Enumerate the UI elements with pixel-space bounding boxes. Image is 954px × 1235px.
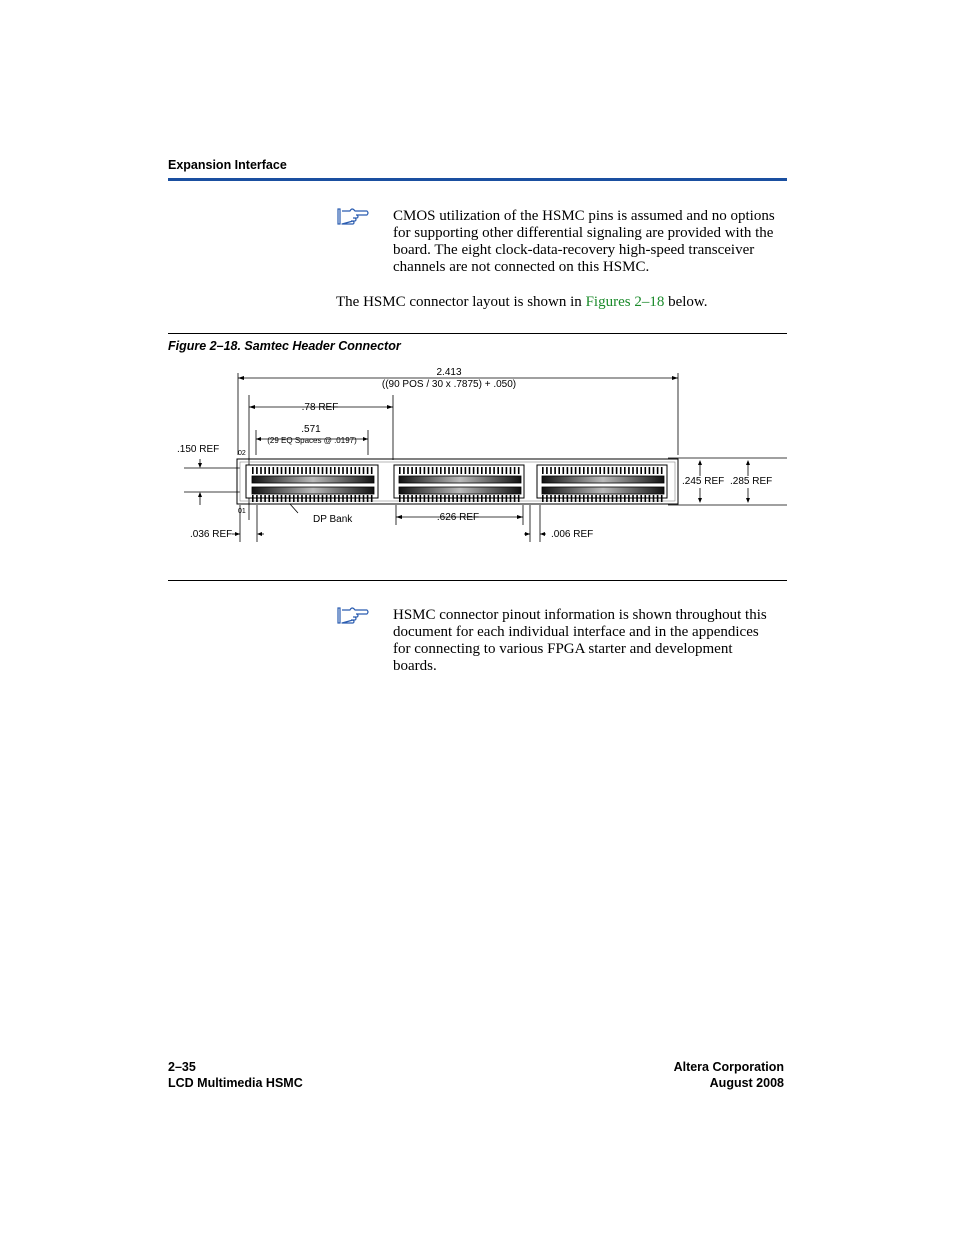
pin-tick: [403, 495, 405, 502]
pin-tick: [636, 495, 638, 502]
page-number: 2–35: [168, 1060, 196, 1074]
pin-tick: [599, 467, 601, 474]
pin-tick: [469, 495, 471, 502]
note-line: CMOS utilization of the HSMC pins is assumed and no options: [393, 208, 775, 224]
pin-tick: [297, 467, 299, 474]
ref-78-label: .78 REF: [301, 402, 339, 413]
layout-paragraph: [336, 294, 708, 311]
pin-tick: [456, 467, 458, 474]
eq-spaces-label: (29 EQ Spaces @ .0197): [267, 436, 357, 445]
pin-tick: [367, 467, 369, 474]
pin-tick: [657, 467, 659, 474]
pin-tick: [399, 467, 401, 474]
pin-tick: [628, 495, 630, 502]
pin-tick: [440, 467, 442, 474]
pin-tick: [293, 495, 295, 502]
pin-tick: [653, 495, 655, 502]
pin-tick: [359, 467, 361, 474]
pin-tick: [616, 495, 618, 502]
pointing-hand-icon: [336, 206, 370, 226]
pin-tick: [510, 495, 512, 502]
pin-tick: [608, 495, 610, 502]
overall-width-label: 2.413: [436, 367, 462, 378]
pin-tick: [363, 495, 365, 502]
pin-tick: [322, 467, 324, 474]
note-line: document for each individual interface and in the appendices: [393, 624, 759, 640]
pin-tick: [322, 495, 324, 502]
pin-tick: [277, 467, 279, 474]
pin-tick: [502, 467, 504, 474]
pin-tick: [264, 495, 266, 502]
pin-tick: [326, 467, 328, 474]
pin-tick: [481, 467, 483, 474]
pin-tick: [252, 495, 254, 502]
pin-tick: [567, 467, 569, 474]
pin-tick: [485, 467, 487, 474]
pin-tick: [624, 467, 626, 474]
pin-tick: [473, 467, 475, 474]
pin-tick: [546, 467, 548, 474]
pin-tick: [595, 495, 597, 502]
pin-tick: [624, 495, 626, 502]
pin-01-label: 01: [238, 508, 246, 515]
paragraph-text-end: below.: [664, 294, 708, 310]
note-line: HSMC connector pinout information is shown throughout this: [393, 607, 767, 623]
pin-tick: [456, 495, 458, 502]
pin-tick: [309, 467, 311, 474]
pin-tick: [493, 495, 495, 502]
pin-tick: [334, 495, 336, 502]
pin-tick: [583, 467, 585, 474]
pin-tick: [461, 467, 463, 474]
pin-tick: [550, 467, 552, 474]
pin-tick: [506, 495, 508, 502]
pin-tick: [575, 467, 577, 474]
pin-tick: [252, 467, 254, 474]
pin-tick: [542, 467, 544, 474]
pin-tick: [448, 495, 450, 502]
pin-tick: [318, 467, 320, 474]
pin-tick: [554, 495, 556, 502]
pin-tick: [640, 467, 642, 474]
pin-tick: [432, 467, 434, 474]
pin-tick: [436, 495, 438, 502]
bank-2: [394, 465, 524, 498]
pin-tick: [301, 467, 303, 474]
pin-tick: [645, 495, 647, 502]
pin-tick: [440, 495, 442, 502]
figure-caption: Figure 2–18. Samtec Header Connector: [168, 339, 401, 353]
pin-tick: [281, 467, 283, 474]
pin-tick: [489, 495, 491, 502]
pin-tick: [326, 495, 328, 502]
pin-tick: [612, 467, 614, 474]
pin-tick: [407, 495, 409, 502]
pin-tick: [485, 495, 487, 502]
pin-tick: [346, 495, 348, 502]
pin-tick: [318, 495, 320, 502]
pin-tick: [452, 495, 454, 502]
pin-tick: [608, 467, 610, 474]
figure-link[interactable]: Figures 2–18: [585, 294, 665, 310]
pin-tick: [407, 467, 409, 474]
pin-tick: [432, 495, 434, 502]
pin-tick: [338, 467, 340, 474]
ref-245-label: .245 REF: [682, 476, 725, 487]
pin-tick: [558, 467, 560, 474]
pin-tick: [371, 467, 373, 474]
pin-tick: [636, 467, 638, 474]
dp-bank-label: DP Bank: [313, 514, 353, 525]
pin-tick: [444, 495, 446, 502]
pin-tick: [305, 467, 307, 474]
pin-tick: [546, 495, 548, 502]
pin-tick: [338, 495, 340, 502]
pin-tick: [436, 467, 438, 474]
pin-tick: [285, 467, 287, 474]
pin-tick: [260, 467, 262, 474]
pin-tick: [428, 495, 430, 502]
overall-formula-label: ((90 POS / 30 x .7875) + .050): [381, 379, 517, 390]
pin-tick: [342, 495, 344, 502]
pin-tick: [632, 495, 634, 502]
running-header: Expansion Interface: [168, 158, 287, 172]
ref-150-label: .150 REF: [177, 444, 220, 455]
pin-tick: [465, 467, 467, 474]
note-line: board. The eight clock-data-recovery high-speed transceiver: [393, 242, 755, 258]
pin-tick: [595, 467, 597, 474]
pin-tick: [567, 495, 569, 502]
pin-tick: [256, 495, 258, 502]
pin-tick: [424, 467, 426, 474]
pin-tick: [363, 467, 365, 474]
note-line: channels are not connected on this HSMC.: [393, 259, 650, 275]
pin-tick: [653, 467, 655, 474]
pin-tick: [477, 495, 479, 502]
bank-3: [537, 465, 667, 498]
ref-036-label: .036 REF: [190, 529, 233, 540]
pin-tick: [477, 467, 479, 474]
pin-tick: [599, 495, 601, 502]
pin-tick: [314, 467, 316, 474]
pin-tick: [661, 495, 663, 502]
pin-tick: [469, 467, 471, 474]
connector-diagram: [168, 360, 787, 575]
pin-tick: [399, 495, 401, 502]
pin-tick: [514, 495, 516, 502]
pin-tick: [420, 495, 422, 502]
pin-tick: [334, 467, 336, 474]
pin-tick: [452, 467, 454, 474]
pin-tick: [355, 467, 357, 474]
pin-tick: [632, 467, 634, 474]
pin-tick: [273, 467, 275, 474]
pin-tick: [420, 467, 422, 474]
pin-tick: [489, 467, 491, 474]
header-rule: [168, 178, 787, 181]
pin-tick: [514, 467, 516, 474]
footer-left: [168, 1059, 303, 1091]
pin-tick: [342, 467, 344, 474]
pin-tick: [415, 467, 417, 474]
footer-right: [674, 1059, 784, 1091]
pin-02-label: 02: [238, 450, 246, 457]
pin-tick: [285, 495, 287, 502]
pin-tick: [583, 495, 585, 502]
pin-tick: [502, 495, 504, 502]
pin-tick: [264, 467, 266, 474]
note-line: for supporting other differential signaling are provided with the: [393, 225, 774, 241]
pin-tick: [411, 467, 413, 474]
pin-tick: [649, 467, 651, 474]
pin-tick: [301, 495, 303, 502]
pin-tick: [579, 467, 581, 474]
pin-tick: [591, 467, 593, 474]
pin-tick: [289, 467, 291, 474]
pin-tick: [645, 467, 647, 474]
pin-tick: [448, 467, 450, 474]
pin-tick: [518, 495, 520, 502]
pin-tick: [571, 495, 573, 502]
pin-tick: [350, 495, 352, 502]
pin-tick: [493, 467, 495, 474]
pin-tick: [571, 467, 573, 474]
pin-tick: [510, 467, 512, 474]
pin-tick: [657, 495, 659, 502]
paragraph-text: The HSMC connector layout is shown in: [336, 294, 586, 310]
note-pinout: [393, 607, 785, 675]
pin-tick: [473, 495, 475, 502]
pin-tick: [350, 467, 352, 474]
pin-tick: [277, 495, 279, 502]
ref-006-label: .006 REF: [551, 529, 594, 540]
pin-tick: [297, 495, 299, 502]
pin-tick: [604, 495, 606, 502]
pin-tick: [424, 495, 426, 502]
pin-tick: [293, 467, 295, 474]
pin-tick: [550, 495, 552, 502]
pin-tick: [587, 467, 589, 474]
figure-top-rule: [168, 333, 787, 334]
pin-tick: [289, 495, 291, 502]
pin-tick: [554, 467, 556, 474]
pin-tick: [268, 495, 270, 502]
ref-626-label: .626 REF: [436, 512, 480, 523]
figure-bottom-rule: [168, 580, 787, 581]
company-name: Altera Corporation: [673, 1060, 784, 1074]
pin-tick: [428, 467, 430, 474]
pin-tick: [563, 467, 565, 474]
pin-tick: [518, 467, 520, 474]
pin-tick: [497, 467, 499, 474]
pin-tick: [314, 495, 316, 502]
pin-tick: [465, 495, 467, 502]
pin-tick: [461, 495, 463, 502]
pin-tick: [620, 495, 622, 502]
pin-tick: [575, 495, 577, 502]
doc-title: LCD Multimedia HSMC: [168, 1076, 303, 1090]
pin-tick: [616, 467, 618, 474]
note-line: boards.: [393, 658, 437, 674]
pin-tick: [256, 467, 258, 474]
pin-tick: [403, 467, 405, 474]
pin-tick: [558, 495, 560, 502]
dim-571-label: .571: [301, 424, 321, 435]
pin-tick: [497, 495, 499, 502]
pin-tick: [268, 467, 270, 474]
pin-tick: [355, 495, 357, 502]
pin-tick: [579, 495, 581, 502]
pin-tick: [346, 467, 348, 474]
pin-tick: [281, 495, 283, 502]
publish-date: August 2008: [709, 1076, 784, 1090]
pin-tick: [604, 467, 606, 474]
pin-tick: [367, 495, 369, 502]
pin-tick: [649, 495, 651, 502]
pin-tick: [628, 467, 630, 474]
pin-tick: [330, 467, 332, 474]
pin-tick: [620, 467, 622, 474]
pin-tick: [640, 495, 642, 502]
pin-tick: [481, 495, 483, 502]
pin-tick: [415, 495, 417, 502]
pin-tick: [661, 467, 663, 474]
pin-tick: [587, 495, 589, 502]
pin-tick: [309, 495, 311, 502]
note-cmos: [393, 208, 785, 276]
pin-tick: [260, 495, 262, 502]
pin-tick: [542, 495, 544, 502]
pin-tick: [273, 495, 275, 502]
pin-tick: [305, 495, 307, 502]
pin-tick: [444, 467, 446, 474]
pin-tick: [330, 495, 332, 502]
pin-tick: [612, 495, 614, 502]
pin-tick: [359, 495, 361, 502]
note-line: for connecting to various FPGA starter and development: [393, 641, 733, 657]
pin-tick: [411, 495, 413, 502]
pin-tick: [591, 495, 593, 502]
pin-tick: [371, 495, 373, 502]
ref-285-label: .285 REF: [730, 476, 773, 487]
pin-tick: [506, 467, 508, 474]
pin-tick: [563, 495, 565, 502]
pointing-hand-icon: [336, 605, 370, 625]
